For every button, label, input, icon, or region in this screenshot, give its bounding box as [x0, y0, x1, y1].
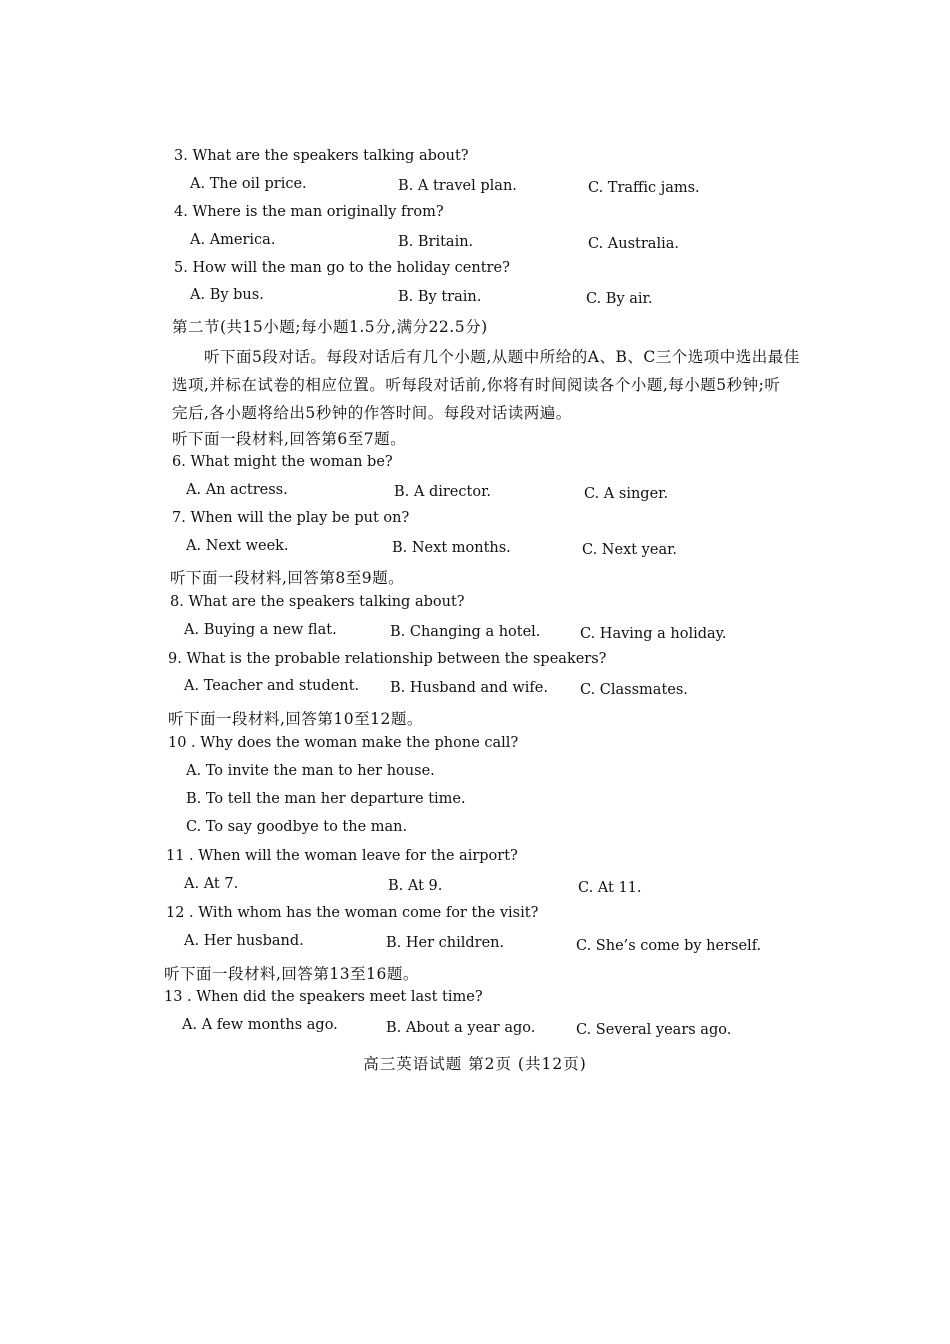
option-13c: C. Several years ago. [576, 1022, 732, 1038]
question-11: 11 . When will the woman leave for the airport? [166, 848, 518, 864]
option-12a: A. Her husband. [184, 933, 304, 949]
instructions-line-2: 选项,并标在试卷的相应位置。听每段对话前,你将有时间阅读各个小题,每小题5秒钟;听 [172, 376, 781, 394]
option-11b: B. At 9. [388, 878, 443, 894]
option-9b: B. Husband and wife. [390, 680, 548, 696]
option-3c: C. Traffic jams. [588, 180, 700, 196]
instructions-line-1: 听下面5段对话。每段对话后有几个小题,从题中所给的A、B、C三个选项中选出最佳 [204, 348, 800, 366]
question-8: 8. What are the speakers talking about? [170, 594, 465, 610]
option-13a: A. A few months ago. [182, 1017, 338, 1033]
option-6c: C. A singer. [584, 486, 669, 502]
option-5c: C. By air. [586, 291, 653, 307]
option-4b: B. Britain. [398, 234, 474, 250]
option-13b: B. About a year ago. [386, 1020, 536, 1036]
option-3a: A. The oil price. [190, 176, 307, 192]
option-12b: B. Her children. [386, 935, 505, 951]
question-13: 13 . When did the speakers meet last time? [164, 989, 483, 1005]
question-5: 5. How will the man go to the holiday centre? [174, 260, 510, 276]
option-10b: B. To tell the man her departure time. [186, 791, 466, 807]
option-5a: A. By bus. [190, 287, 264, 303]
option-7b: B. Next months. [392, 540, 511, 556]
option-7a: A. Next week. [186, 538, 289, 554]
question-12: 12 . With whom has the woman come for the visit? [166, 905, 539, 921]
question-9: 9. What is the probable relationship between the speakers? [168, 651, 607, 667]
option-9c: C. Classmates. [580, 682, 688, 698]
option-5b: B. By train. [398, 289, 482, 305]
option-8b: B. Changing a hotel. [390, 624, 541, 640]
section-2-title: 第二节(共15小题;每小题1.5分,满分22.5分) [172, 318, 488, 336]
option-9a: A. Teacher and student. [184, 678, 360, 694]
question-7: 7. When will the play be put on? [172, 510, 410, 526]
question-10: 10 . Why does the woman make the phone call? [168, 735, 519, 751]
option-11c: C. At 11. [578, 880, 642, 896]
option-4a: A. America. [190, 232, 276, 248]
option-7c: C. Next year. [582, 542, 678, 558]
question-3: 3. What are the speakers talking about? [174, 148, 469, 164]
option-12c: C. She’s come by herself. [576, 938, 762, 954]
question-4: 4. Where is the man originally from? [174, 204, 444, 220]
option-10c: C. To say goodbye to the man. [186, 819, 408, 835]
material-heading-2: 听下面一段材料,回答第8至9题。 [170, 569, 405, 587]
option-8a: A. Buying a new flat. [184, 622, 337, 638]
option-11a: A. At 7. [184, 876, 239, 892]
option-4c: C. Australia. [588, 236, 679, 252]
option-3b: B. A travel plan. [398, 178, 517, 194]
material-heading-4: 听下面一段材料,回答第13至16题。 [164, 965, 419, 983]
option-6a: A. An actress. [186, 482, 288, 498]
material-heading-3: 听下面一段材料,回答第10至12题。 [168, 710, 423, 728]
option-8c: C. Having a holiday. [580, 626, 727, 642]
material-heading-1: 听下面一段材料,回答第6至7题。 [172, 430, 407, 448]
option-6b: B. A director. [394, 484, 492, 500]
option-10a: A. To invite the man to her house. [186, 763, 435, 779]
question-6: 6. What might the woman be? [172, 454, 393, 470]
instructions-line-3: 完后,各小题将给出5秒钟的作答时间。每段对话读两遍。 [172, 404, 572, 422]
page-footer: 高三英语试题 第2页 (共12页) [363, 1055, 587, 1073]
